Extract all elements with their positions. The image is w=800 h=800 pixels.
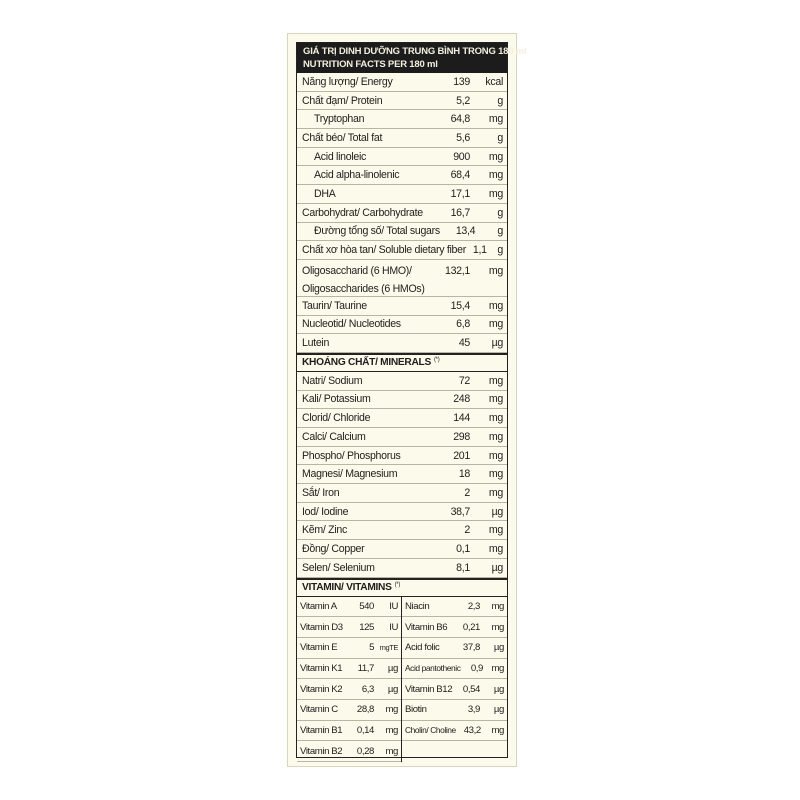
- vitamin-unit: mg: [491, 724, 504, 736]
- nutrition-header: [297, 43, 527, 73]
- vitamin-unit: µg: [387, 683, 398, 695]
- nutrient-name: Acid linoleic: [314, 150, 367, 163]
- vitamin-value: 540: [359, 600, 374, 612]
- nutrient-name: Carbohydrat/ Carbohydrate: [302, 206, 423, 219]
- nutrient-unit: mg: [488, 486, 503, 499]
- nutrient-unit: mg: [488, 542, 503, 555]
- vitamin-value: 0,14: [356, 724, 374, 736]
- vitamin-unit: mg: [385, 745, 398, 757]
- vitamin-name: Vitamin B6: [405, 621, 448, 633]
- nutrient-value: 15,4: [450, 299, 470, 312]
- mineral-row: [297, 409, 507, 428]
- vitamin-value: 6,3: [361, 683, 374, 695]
- mineral-list: [297, 372, 507, 578]
- mineral-row: [297, 428, 507, 447]
- nutrient-row: [297, 223, 507, 242]
- nutrient-unit: mg: [488, 449, 503, 462]
- nutrient-value: 5,2: [456, 94, 470, 107]
- vitamins-note: (*): [394, 581, 401, 588]
- nutrient-unit: mg: [488, 187, 503, 200]
- nutrient-unit: mg: [488, 393, 503, 406]
- vitamin-name: Cholin/ Choline: [405, 725, 456, 736]
- nutrient-name: Clorid/ Chloride: [302, 412, 371, 425]
- mineral-row: [297, 447, 507, 466]
- nutrient-value: 17,1: [450, 187, 470, 200]
- nutrient-value: 6,8: [456, 318, 470, 331]
- vitamin-unit: mg: [491, 662, 504, 674]
- vitamin-row: [402, 638, 507, 659]
- nutrient-unit: g: [497, 225, 503, 238]
- nutrient-value: 144: [453, 412, 470, 425]
- nutrient-name: Oligosaccharid (6 HMO)/ Oligosaccharides (6 HMOs): [302, 264, 425, 295]
- vitamin-name: Vitamin B12: [405, 683, 453, 695]
- nutrient-unit: mg: [488, 113, 503, 126]
- vitamin-row: [402, 721, 507, 742]
- mineral-row: [297, 503, 507, 522]
- nutrient-unit: mg: [488, 524, 503, 537]
- vitamin-unit: mg: [385, 704, 398, 716]
- vitamin-value: 2,3: [467, 600, 480, 612]
- vitamin-value: 0,54: [462, 683, 480, 695]
- nutrient-row: [297, 297, 507, 316]
- vitamin-name: Vitamin B2: [300, 745, 343, 757]
- nutrient-name: Calci/ Calcium: [302, 430, 366, 443]
- vitamins-title: VITAMIN/ VITAMINS: [302, 582, 392, 593]
- vitamin-row: [402, 679, 507, 700]
- nutrient-row: [297, 260, 507, 297]
- vitamin-unit: IU: [389, 600, 398, 612]
- mineral-row: [297, 465, 507, 484]
- nutrient-unit: µg: [491, 505, 503, 518]
- mineral-row: [297, 372, 507, 391]
- nutrient-unit: kcal: [485, 75, 503, 88]
- nutrient-unit: µg: [491, 561, 503, 574]
- nutrient-name: Chất xơ hòa tan/ Soluble dietary fiber: [302, 244, 466, 257]
- vitamin-value: 3,9: [467, 704, 480, 716]
- header-title-vi: GIÁ TRỊ DINH DƯỠNG TRUNG BÌNH TRONG 180 ml: [303, 46, 527, 57]
- nutrient-unit: g: [497, 94, 503, 107]
- nutrient-name: Đồng/ Copper: [302, 542, 365, 555]
- nutrient-row: [297, 166, 507, 185]
- nutrient-row: [297, 73, 507, 92]
- vitamin-unit: µg: [493, 642, 504, 654]
- vitamin-value: 37,8: [462, 642, 480, 654]
- mineral-row: [297, 391, 507, 410]
- vitamin-name: Niacin: [405, 600, 430, 612]
- mineral-row: [297, 521, 507, 540]
- vitamin-name: Vitamin A: [300, 600, 337, 612]
- vitamin-value: 43,2: [463, 724, 481, 736]
- vitamin-unit: mg: [385, 724, 398, 736]
- nutrient-value: 13,4: [455, 225, 476, 238]
- vitamin-row: [297, 721, 401, 742]
- nutrient-unit: mg: [488, 374, 503, 387]
- nutrient-name: Acid alpha-linolenic: [314, 169, 400, 182]
- nutrient-value: 201: [453, 449, 470, 462]
- nutrient-unit: g: [497, 131, 503, 144]
- nutrient-name: Năng lượng/ Energy: [302, 75, 393, 88]
- nutrient-name: Kali/ Potassium: [302, 393, 371, 406]
- nutrient-name: Tryptophan: [314, 113, 365, 126]
- nutrient-unit: mg: [488, 468, 503, 481]
- mineral-row: [297, 540, 507, 559]
- vitamin-name: Vitamin B1: [300, 724, 343, 736]
- vitamin-grid: [297, 597, 507, 763]
- nutrient-name: Phospho/ Phosphorus: [302, 449, 401, 462]
- nutrient-name: Chất béo/ Total fat: [302, 131, 383, 144]
- vitamin-name: Vitamin K2: [300, 683, 343, 695]
- vitamin-name: Vitamin D3: [300, 621, 343, 633]
- nutrient-value: 900: [453, 150, 470, 163]
- nutrient-name: Taurin/ Taurine: [302, 299, 367, 312]
- nutrient-value: 2: [464, 486, 470, 499]
- vitamin-value: 28,8: [356, 704, 374, 716]
- vitamin-value: 125: [359, 621, 374, 633]
- nutrient-value: 248: [453, 393, 470, 406]
- minerals-note: (*): [433, 356, 440, 363]
- vitamin-name: Biotin: [405, 704, 427, 716]
- vitamin-value: 0,21: [462, 621, 480, 633]
- nutrient-value: 64,8: [450, 113, 470, 126]
- nutrient-unit: mg: [488, 150, 503, 163]
- vitamin-unit: mg: [491, 600, 504, 612]
- vitamin-row: [297, 597, 401, 618]
- nutrient-value: 72: [458, 374, 470, 387]
- nutrition-facts-table: [296, 42, 527, 758]
- nutrient-value: 68,4: [450, 169, 470, 182]
- nutrient-name: Kẽm/ Zinc: [302, 524, 347, 537]
- nutrient-value: 132,1: [444, 264, 470, 277]
- vitamin-unit: µg: [387, 662, 398, 674]
- nutrient-value: 2: [464, 524, 470, 537]
- mineral-row: [297, 484, 507, 503]
- vitamin-row: [297, 659, 401, 680]
- vitamin-unit: µg: [493, 683, 504, 695]
- vitamin-row: [297, 679, 401, 700]
- vitamin-row: [402, 617, 507, 638]
- nutrient-row: [297, 148, 507, 167]
- nutrient-row: [297, 129, 507, 148]
- nutrient-value: 1,1: [472, 244, 487, 257]
- vitamin-row: [297, 741, 401, 762]
- nutrient-value: 5,6: [456, 131, 470, 144]
- vitamin-value: 0,9: [470, 662, 483, 674]
- vitamin-name: Vitamin E: [300, 642, 338, 654]
- nutrient-unit: g: [497, 206, 503, 219]
- vitamin-name: Vitamin C: [300, 704, 338, 716]
- vitamin-row: [402, 597, 507, 618]
- nutrient-value: 139: [453, 75, 470, 88]
- vitamin-row: [402, 700, 507, 721]
- vitamin-unit: µg: [493, 704, 504, 716]
- nutrient-value: 298: [453, 430, 470, 443]
- vitamin-value: 0,28: [356, 745, 374, 757]
- vitamin-unit: mgTE: [379, 643, 398, 653]
- nutrient-unit: µg: [491, 337, 503, 350]
- nutrient-row: [297, 92, 507, 111]
- vitamin-row: [297, 700, 401, 721]
- minerals-heading: [297, 353, 507, 372]
- minerals-title: KHOÁNG CHẤT/ MINERALS: [302, 357, 431, 369]
- nutrient-row: [297, 241, 507, 260]
- nutrient-value: 18: [458, 468, 470, 481]
- nutrient-row: [297, 110, 507, 129]
- nutrient-unit: mg: [488, 169, 503, 182]
- nutrient-name: Selen/ Selenium: [302, 561, 375, 574]
- vitamin-name: Acid folic: [405, 642, 440, 654]
- vitamin-unit: IU: [389, 621, 398, 633]
- vitamin-unit: mg: [491, 621, 504, 633]
- nutrient-name: Chất đạm/ Protein: [302, 94, 383, 107]
- nutrient-row: [297, 334, 507, 353]
- nutrient-value: 45: [458, 337, 470, 350]
- vitamin-column-right: [402, 597, 507, 763]
- vitamin-value: 5: [369, 642, 374, 654]
- nutrition-label-card: [287, 33, 527, 767]
- nutrient-name: Đường tổng số/ Total sugars: [314, 225, 440, 238]
- vitamin-row: [402, 659, 507, 680]
- nutrient-unit: g: [497, 244, 503, 257]
- nutrient-unit: mg: [488, 299, 503, 312]
- nutrient-name: Sắt/ Iron: [302, 486, 340, 499]
- vitamin-value: 11,7: [357, 662, 374, 674]
- vitamin-row: [297, 638, 401, 659]
- vitamin-name: Vitamin K1: [300, 662, 343, 674]
- nutrient-name: Nucleotid/ Nucleotides: [302, 318, 401, 331]
- header-title-en: NUTRITION FACTS PER 180 ml: [303, 59, 438, 70]
- nutrient-unit: mg: [488, 318, 503, 331]
- vitamin-column-left: [297, 597, 402, 763]
- nutrient-unit: mg: [488, 430, 503, 443]
- nutrient-value: 0,1: [456, 542, 470, 555]
- nutrient-row: [297, 185, 507, 204]
- nutrient-name: Iod/ Iodine: [302, 505, 349, 518]
- nutrient-list: [297, 73, 507, 353]
- nutrient-value: 16,7: [450, 206, 470, 219]
- nutrient-name: Natri/ Sodium: [302, 374, 363, 387]
- vitamins-heading: [297, 578, 507, 597]
- nutrient-row: [297, 316, 507, 335]
- nutrient-name: DHA: [314, 187, 336, 200]
- nutrient-unit: mg: [488, 264, 503, 277]
- nutrient-row: [297, 204, 507, 223]
- nutrient-name: Magnesi/ Magnesium: [302, 468, 398, 481]
- vitamin-row: [297, 617, 401, 638]
- nutrient-name: Lutein: [302, 337, 330, 350]
- vitamin-name: Acid pantothenic: [405, 663, 461, 674]
- nutrient-value: 38,7: [450, 505, 470, 518]
- mineral-row: [297, 559, 507, 578]
- nutrient-value: 8,1: [456, 561, 470, 574]
- nutrient-unit: mg: [488, 412, 503, 425]
